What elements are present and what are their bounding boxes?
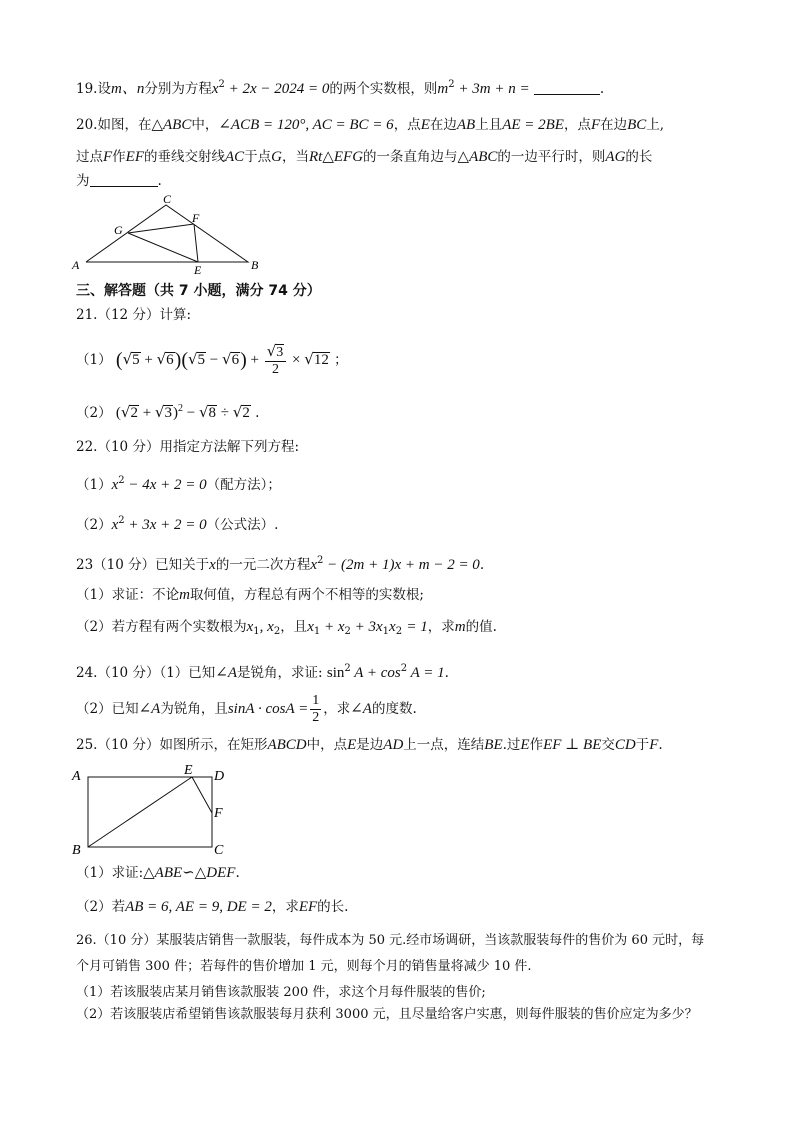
question-24-part2: （2）已知∠A为锐角，且sinA · cosA = $\frac{1}{2}$ ，求∠A的度数. — [76, 693, 417, 725]
expr-21-1: (√5 + √6)(√5 − √6) + $\frac{√3}{2}$ × √12 — [115, 342, 329, 378]
question-20-line1: 20.如图，在△ABC中，∠ACB = 120°, AC = BC = 6，点E在边AB上且AE = 2BE，点F在边BC上, — [76, 117, 665, 133]
segment-be — [88, 777, 192, 847]
answer-blank-19[interactable] — [534, 80, 600, 95]
rectangle-outline — [88, 777, 212, 847]
segment-ef — [192, 777, 212, 813]
question-20-line2: 过点F作EF的垂线交射线AC于点G，当Rt△EFG的一条直角边与△ABC的一边平行时，则AG的长 — [76, 149, 653, 165]
label-b: B — [72, 843, 81, 858]
question-23-part1: （1）求证：不论m取何值，方程总有两个不相等的实数根; — [76, 587, 424, 603]
segment-fe — [194, 224, 198, 262]
question-23-part2: （2）若方程有两个实数根为$x_1$, $x_2$，且$x_1 + x_2 + 3x_1x_2 = 1$，求m的值. — [76, 619, 497, 637]
answer-blank-20[interactable] — [90, 172, 158, 187]
fraction-one-half: $\frac{1}{2}$ — [312, 693, 320, 725]
question-26-line2: 个月可销售 300 件；若每件的售价增加 1 元，则每个月的销售量将减少 10 件. — [76, 959, 532, 974]
label-e: E — [194, 263, 202, 276]
question-22-part1: $(1)x^2 - 4x + 2 = 0$（配方法）； — [76, 475, 281, 493]
question-23-title: 23（10 分）已知关于x的一元二次方程$x^2 - (2m + 1)x + m - 2 = 0$. — [76, 555, 485, 573]
question-21-part1: （1） (√5 + √6)(√5 − √6) + $\frac{√3}{2}$ × √12 ； — [76, 342, 348, 378]
figure-triangle-abc — [68, 192, 268, 276]
question-21-title: 21.（12 分）计算: — [76, 307, 191, 323]
question-20-line3: 为 . — [76, 173, 162, 189]
label-f: F — [214, 806, 223, 821]
question-22-title: 22.（10 分）用指定方法解下列方程: — [76, 439, 299, 455]
question-26-part1: （1）若该服装店某月销售该款服装 200 件，求这个月每件服装的售价; — [76, 985, 486, 1000]
question-26-part2: （2）若该服装店希望销售该款服装每月获利 3000 元，且尽量给客户实惠，则每件服装的售价应定为多少？ — [76, 1007, 698, 1022]
figure-rectangle-abcd — [66, 760, 236, 860]
question-25-title: 25.（10 分）如图所示，在矩形ABCD中，点E是边AD上一点，连结BE.过E作EF ⊥ BE交CD于F. — [76, 737, 663, 753]
question-24-part1: 24.（10 分）（1）已知∠A是锐角，求证: $\sin^2 A + \cos^2 A = 1$. — [76, 663, 449, 681]
label-b: B — [251, 258, 259, 272]
label-a: A — [72, 258, 80, 272]
label-d: D — [214, 769, 225, 784]
question-26-line1: 26.（10 分）某服装店销售一款服装，每件成本为 50 元.经市场调研，当该款服装每件的售价为 60 元时，每 — [76, 933, 705, 948]
segment-ge — [128, 233, 198, 262]
question-21-part2: （2） $(√2 + √3)^2 - √8 \div √2$ . — [76, 403, 260, 421]
question-22-part2: $(2)x^2 + 3x + 2 = 0$（公式法）. — [76, 515, 279, 533]
question-25-part1: （1）求证:△ABE∽△DEF. — [76, 865, 240, 881]
label-g: G — [114, 223, 123, 237]
triangle-abc-outline — [86, 205, 248, 262]
label-f: F — [192, 211, 200, 225]
expr-21-2: $(√2 + √3)^2 - √8 \div √2$ — [115, 403, 250, 421]
label-e: E — [184, 763, 193, 778]
question-25-part2: （2）若AB = 6, AE = 9, DE = 2，求EF的长. — [76, 899, 349, 915]
label-c: C — [163, 192, 172, 206]
section-3-heading: 三、解答题（共 7 小题，满分 74 分） — [76, 283, 321, 299]
label-c: C — [214, 843, 224, 858]
label-a: A — [72, 769, 81, 784]
question-19: 19.设m、n分别为方程$x^2 + 2x - 2024 = 0$的两个实数根，则$m^2 + 3m + n$ = . — [76, 79, 605, 97]
